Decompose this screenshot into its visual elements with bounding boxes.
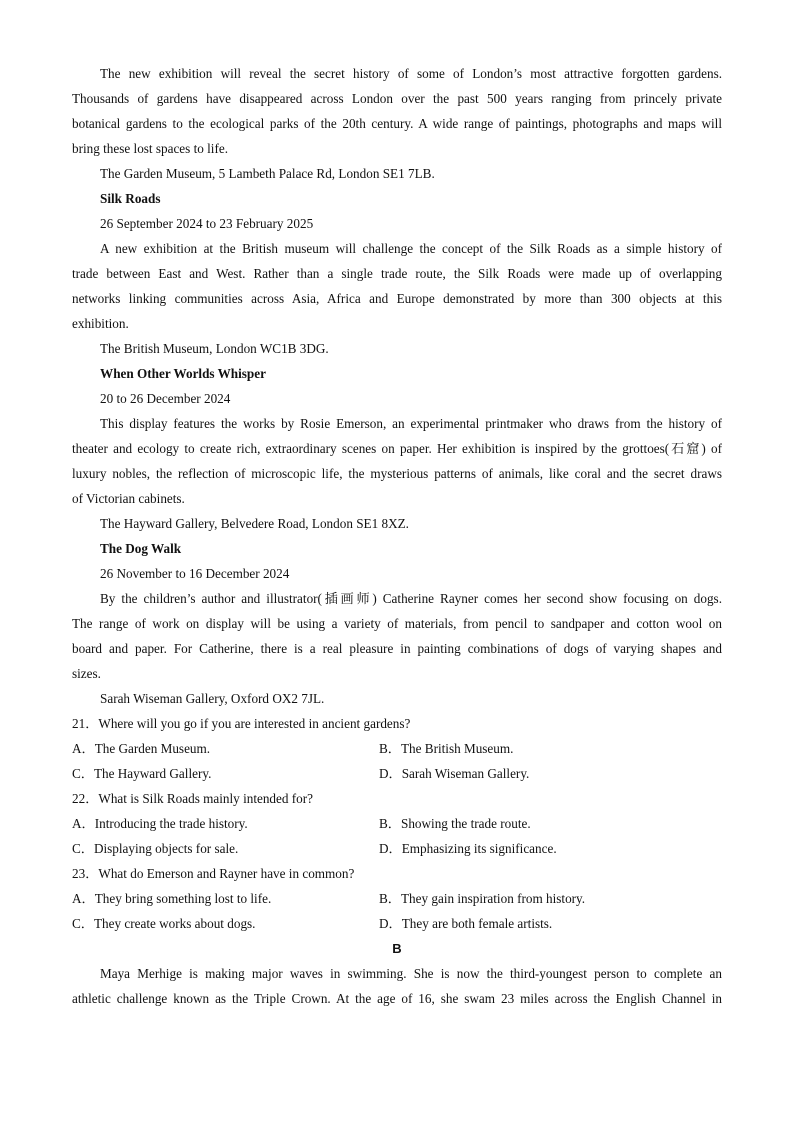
question-22-options-row xyxy=(72,836,722,861)
garden-paragraph-line: botanical gardens to the ecological parks of the 20th century. A wide range of paintings, photographs and maps will xyxy=(72,116,722,131)
garden-paragraph-line: bring these lost spaces to life. xyxy=(72,141,229,156)
worlds-paragraph-line: This display features the works by Rosie Emerson, an experimental printmaker who draws from the history of xyxy=(100,416,722,431)
question-22-stem: 22．What is Silk Roads mainly intended for? xyxy=(72,791,314,806)
question-23-option-b: B．They gain inspiration from history. xyxy=(379,891,586,906)
garden-paragraph-line: Thousands of gardens have disappeared across London over the past 500 years ranging from princely private xyxy=(72,91,722,106)
worlds-paragraph-line: theater and ecology to create rich, extraordinary scenes on paper. Her exhibition is inspired by the grottoes(石窟) of xyxy=(72,441,722,456)
worlds-paragraph-line: luxury nobles, the reflection of microscopic life, the mysterious patterns of animals, like coral and the secret draws xyxy=(72,466,722,481)
silk-roads-dates: 26 September 2024 to 23 February 2025 xyxy=(100,216,314,231)
worlds-title: When Other Worlds Whisper xyxy=(100,366,266,381)
worlds-address: The Hayward Gallery, Belvedere Road, London SE1 8XZ. xyxy=(100,516,409,531)
dog-walk-title: The Dog Walk xyxy=(100,541,182,556)
question-22-option-d: D．Emphasizing its significance. xyxy=(379,841,557,856)
garden-paragraph-line: The new exhibition will reveal the secret history of some of London’s most attractive forgotten gardens. xyxy=(100,66,722,81)
silk-roads-address: The British Museum, London WC1B 3DG. xyxy=(100,341,329,356)
silk-roads-title: Silk Roads xyxy=(100,191,161,206)
question-23-option-a: A．They bring something lost to life. xyxy=(72,891,272,906)
document-page xyxy=(72,61,722,1011)
silk-roads-paragraph-line: A new exhibition at the British museum will challenge the concept of the Silk Roads as a simple history of xyxy=(100,241,722,256)
question-21-option-b: B．The British Museum. xyxy=(379,741,514,756)
part-b-paragraph-line: athletic challenge known as the Triple Crown. At the age of 16, she swam 23 miles across the English Channel in xyxy=(72,991,722,1006)
question-22-option-a: A．Introducing the trade history. xyxy=(72,816,248,831)
question-23-option-c: C．They create works about dogs. xyxy=(72,916,256,931)
dog-walk-paragraph-line: By the children’s author and illustrator(插画师) Catherine Rayner comes her second show focusing on dogs. xyxy=(100,591,722,606)
dog-walk-dates: 26 November to 16 December 2024 xyxy=(100,566,290,581)
dog-walk-paragraph-line: board and paper. For Catherine, there is a real pleasure in painting combinations of dogs of varying shapes and xyxy=(72,641,722,656)
question-21-option-d: D．Sarah Wiseman Gallery. xyxy=(379,766,530,781)
question-23-options-row xyxy=(72,886,722,911)
part-b-paragraph-line: Maya Merhige is making major waves in swimming. She is now the third-youngest person to complete an xyxy=(100,966,722,981)
dog-walk-paragraph-line: The range of work on display will be using a variety of materials, from pencil to sandpaper and cotton wool on xyxy=(72,616,722,631)
worlds-dates: 20 to 26 December 2024 xyxy=(100,391,231,406)
question-22-options-row xyxy=(72,811,722,836)
part-b-heading: B xyxy=(392,941,402,956)
silk-roads-paragraph-line: exhibition. xyxy=(72,316,129,331)
question-21-options-row xyxy=(72,736,722,761)
silk-roads-paragraph-line: trade between East and West. Rather than a single trade route, the Silk Roads were made up of overlapping xyxy=(72,266,722,281)
worlds-paragraph-line: of Victorian cabinets. xyxy=(72,491,185,506)
garden-address: The Garden Museum, 5 Lambeth Palace Rd, London SE1 7LB. xyxy=(100,166,435,181)
question-21-options-row xyxy=(72,761,722,786)
question-21-option-a: A．The Garden Museum. xyxy=(72,741,211,756)
question-21-option-c: C．The Hayward Gallery. xyxy=(72,766,212,781)
silk-roads-paragraph-line: networks linking communities across Asia, Africa and Europe demonstrated by more than 300 objects at this xyxy=(72,291,722,306)
question-22-option-c: C．Displaying objects for sale. xyxy=(72,841,239,856)
dog-walk-address: Sarah Wiseman Gallery, Oxford OX2 7JL. xyxy=(100,691,325,706)
question-22-option-b: B．Showing the trade route. xyxy=(379,816,531,831)
question-23-option-d: D．They are both female artists. xyxy=(379,916,553,931)
dog-walk-paragraph-line: sizes. xyxy=(72,666,101,681)
question-21-stem: 21．Where will you go if you are interested in ancient gardens? xyxy=(72,716,411,731)
question-23-options-row xyxy=(72,911,722,936)
question-23-stem: 23．What do Emerson and Rayner have in common? xyxy=(72,866,355,881)
